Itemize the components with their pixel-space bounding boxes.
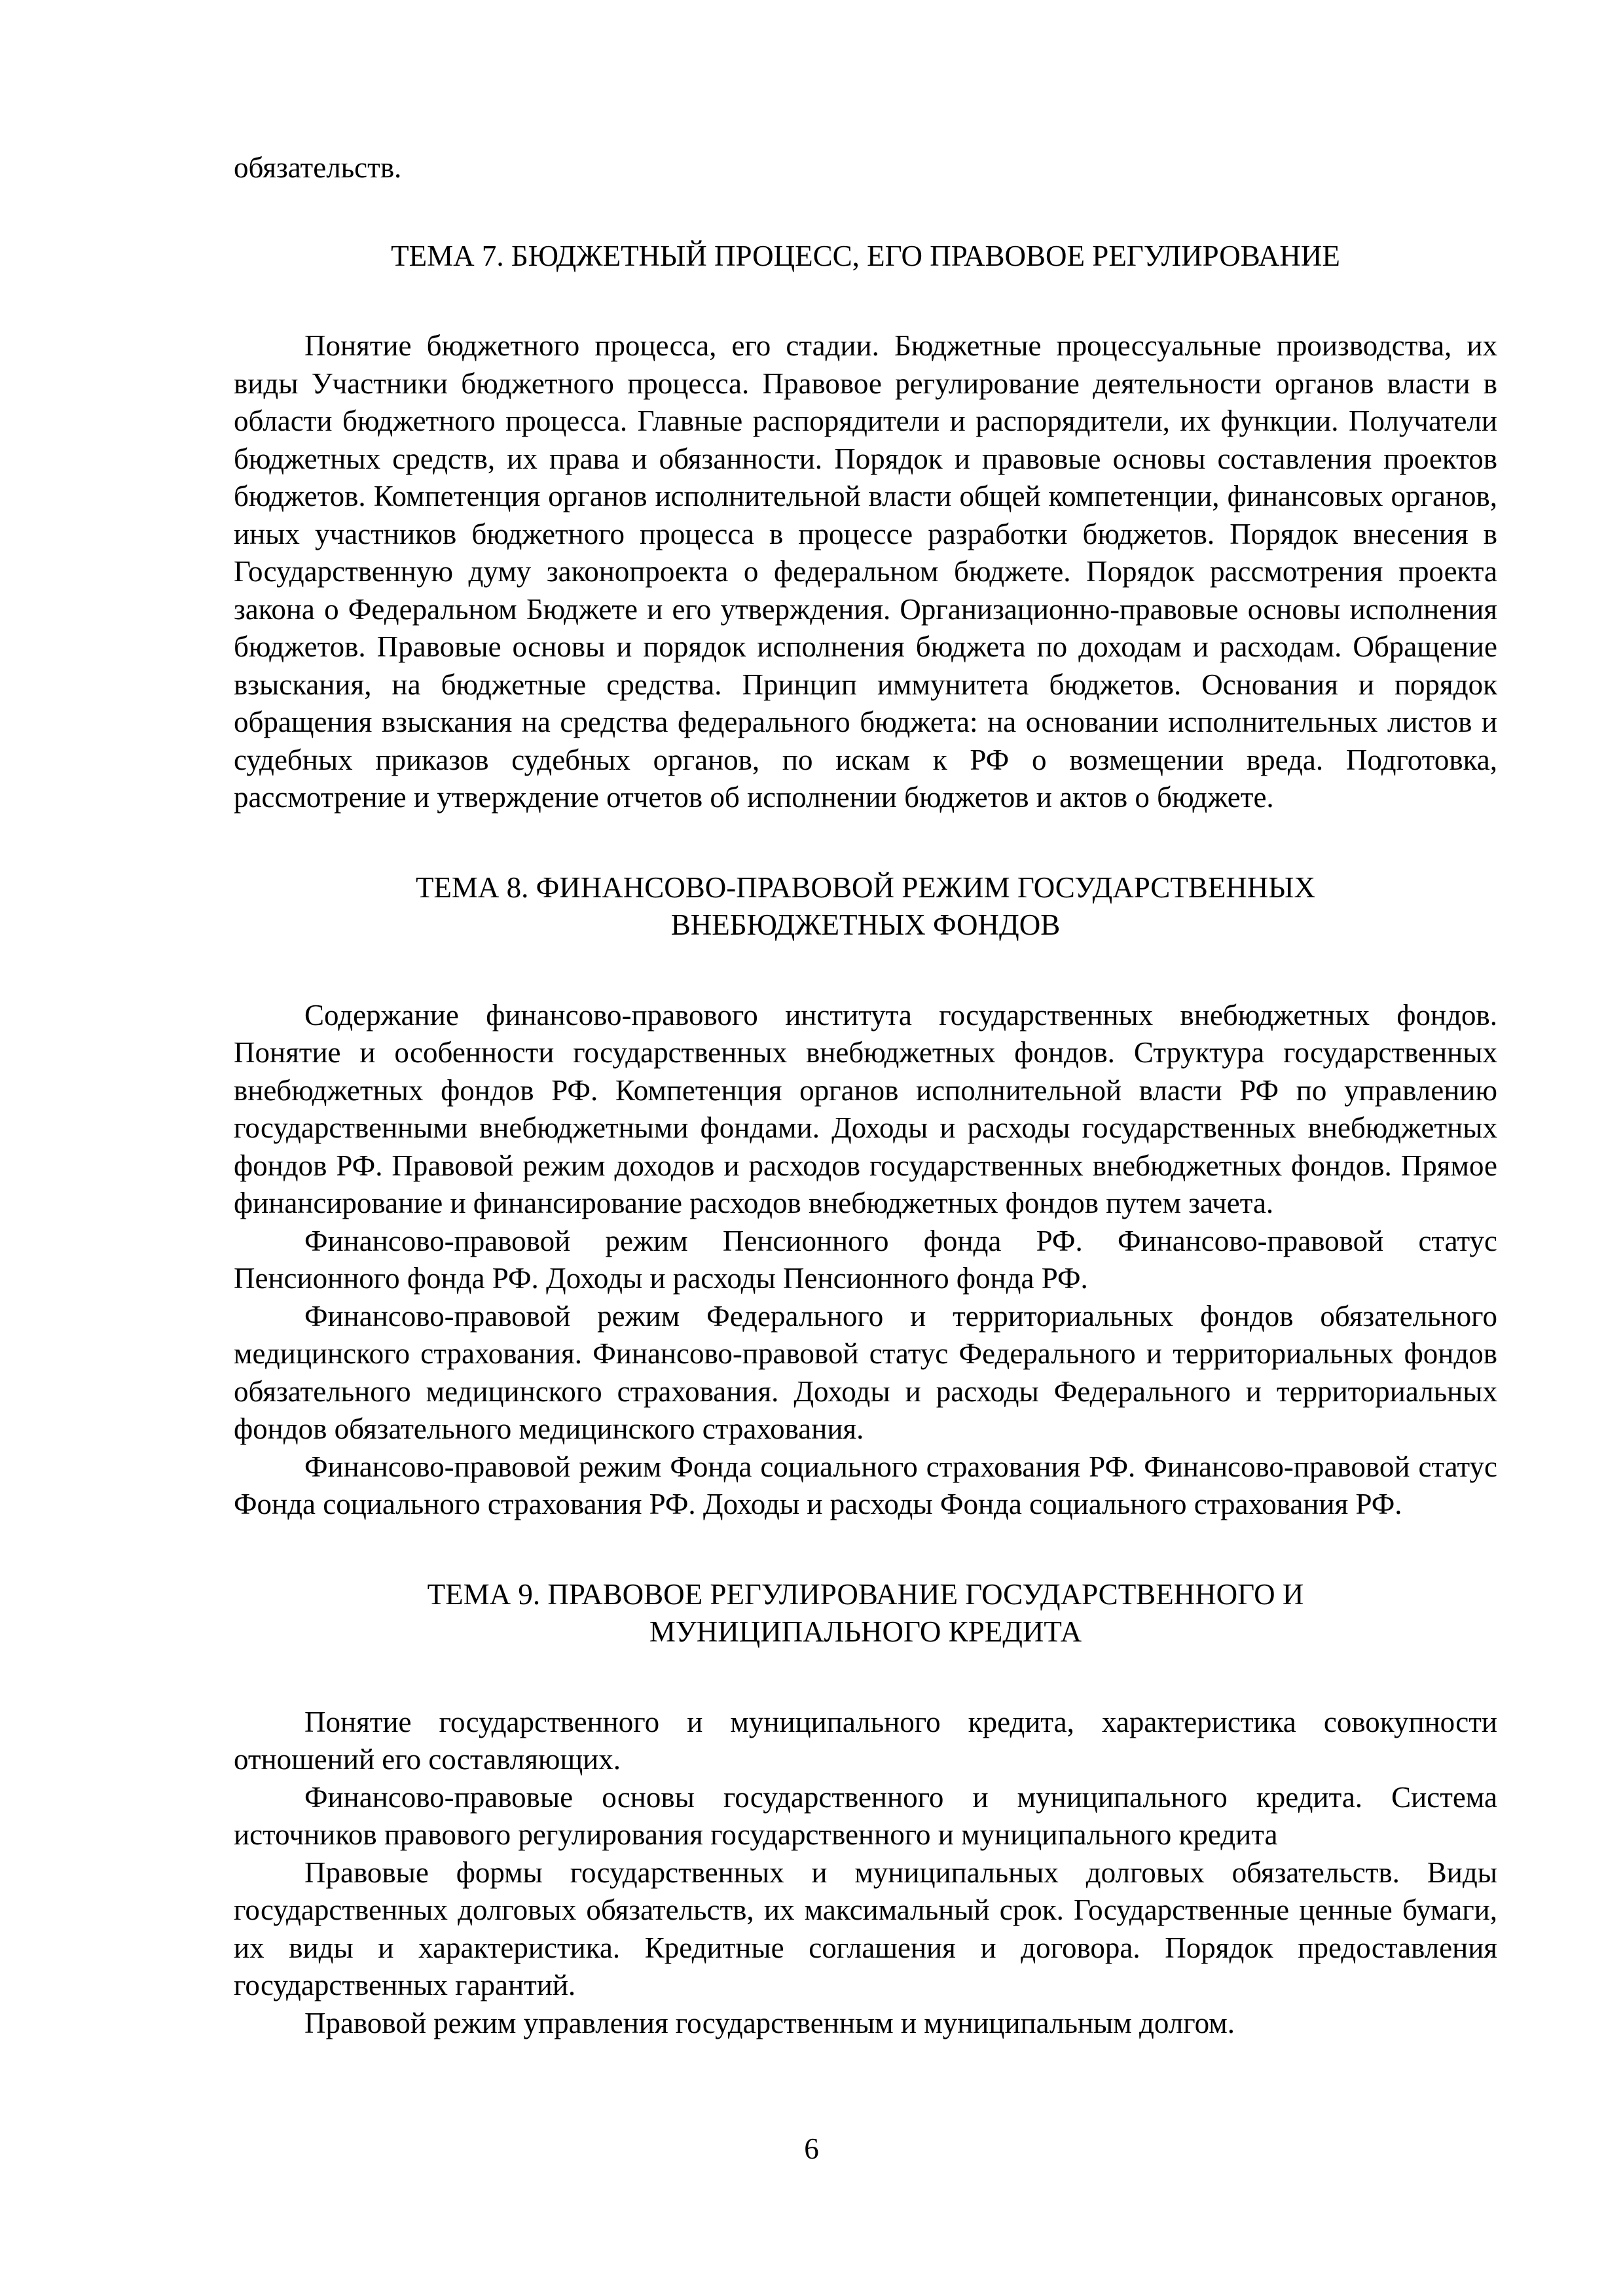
heading-line: МУНИЦИПАЛЬНОГО КРЕДИТА [649,1615,1082,1648]
section-theme-9 [234,1576,1497,2043]
section-paragraph: Финансово-правовой режим Фонда социального страхования РФ. Финансово-правовой статус Фонда социального страхования РФ. Доходы и расходы Фонда социального страхования РФ. [234,1450,1497,1520]
section-heading [234,1576,1497,1651]
section-paragraph: Финансово-правовой режим Пенсионного фонда РФ. Финансово-правовой статус Пенсионного фонда РФ. Доходы и расходы Пенсионного фонда РФ. [234,1224,1497,1295]
section-paragraph: Финансово-правовой режим Федерального и территориальных фондов обязательного медицинского страхования. Финансово-правовой статус Федерального и территориальных фондов обязательного медицинского страхования. Доходы и расходы Федерального и территориальных фондов обязательного медицинского страхования. [234,1299,1497,1445]
section-paragraph: Финансово-правовые основы государственного и муниципального кредита. Система источников правового регулирования государственного и муниципального кредита [234,1780,1497,1851]
page-number: 6 [804,2132,819,2165]
section-heading [234,869,1497,944]
heading-line: ТЕМА 8. ФИНАНСОВО-ПРАВОВОЙ РЕЖИМ ГОСУДАРСТВЕННЫХ [415,870,1316,904]
section-paragraph: Понятие бюджетного процесса, его стадии. Бюджетные процессуальные производства, их виды Участники бюджетного процесса. Правовое регулирование деятельности органов власти в области бюджетного процесса. Главные распорядители и распорядители, их функции. Получатели бюджетных средств, их права и обязанности. Порядок и правовые основы составления проектов бюджетов. Компетенция органов исполнительной власти общей компетенции, финансовых органов, иных участников бюджетного процесса в процессе разработки бюджетов. Порядок внесения в Государственную думу законопроекта о федеральном бюджете. Порядок рассмотрения проекта закона о Федеральном Бюджете и его утверждения. Организационно-правовые основы исполнения бюджетов. Правовые основы и порядок исполнения бюджета по доходам и расходам. Обращение взыскания, на бюджетные средства. Принцип иммунитета бюджетов. Основания и порядок обращения взыскания на средства федерального бюджета: на основании исполнительных листов и судебных приказов судебных органов, по искам к РФ о возмещении вреда. Подготовка, рассмотрение и утверждение отчетов об исполнении бюджетов и актов о бюджете. [234,329,1497,814]
section-paragraph: Понятие государственного и муниципального кредита, характеристика совокупности отношений его составляющих. [234,1705,1497,1776]
section-paragraph: Правовой режим управления государственным и муниципальным долгом. [304,2006,1235,2039]
continuation-text: обязательств. [234,151,402,184]
section-theme-7 [234,238,1497,817]
document-page [234,149,1497,2042]
heading-line: ТЕМА 9. ПРАВОВОЕ РЕГУЛИРОВАНИЕ ГОСУДАРСТВЕННОГО И [427,1577,1304,1611]
heading-line: ВНЕБЮДЖЕТНЫХ ФОНДОВ [670,908,1061,941]
section-paragraph: Правовые формы государственных и муниципальных долговых обязательств. Виды государственных долговых обязательств, их максимальный срок. Государственные ценные бумаги, их виды и характеристика. Кредитные соглашения и договора. Порядок предоставления государственных гарантий. [234,1856,1497,2001]
section-theme-8 [234,869,1497,1524]
section-heading: ТЕМА 7. БЮДЖЕТНЫЙ ПРОЦЕСС, ЕГО ПРАВОВОЕ РЕГУЛИРОВАНИЕ [391,239,1340,272]
section-paragraph: Содержание финансово-правового института государственных внебюджетных фондов. Понятие и особенности государственных внебюджетных фондов. Структура государственных внебюджетных фондов РФ. Компетенция органов исполнительной власти РФ по управлению государственными внебюджетными фондами. Доходы и расходы государственных внебюджетных фондов РФ. Правовой режим доходов и расходов государственных внебюджетных фондов. Прямое финансирование и финансирование расходов внебюджетных фондов путем зачета. [234,998,1497,1219]
